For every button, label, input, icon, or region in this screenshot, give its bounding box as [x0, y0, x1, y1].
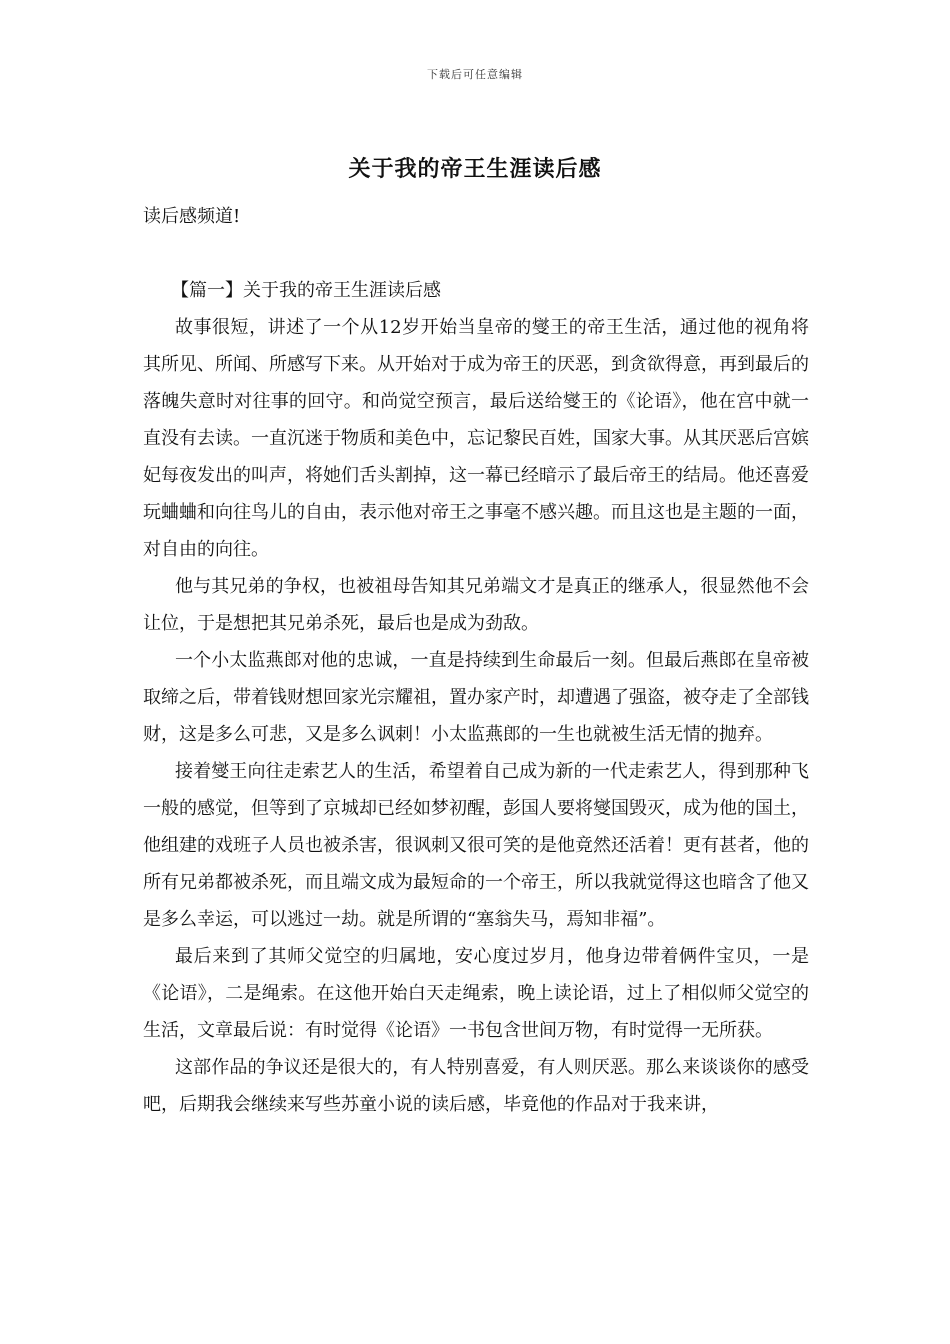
paragraph-1: 故事很短，讲述了一个从12岁开始当皇帝的燮王的帝王生活，通过他的视角将其所见、所闻、所感写下来。从开始对于成为帝王的厌恶，到贪欲得意，再到最后的落魄失意时对往事的回守。和尚觉空预言，最后送给燮王的《论语》，他在宫中就一直没有去读。一直沉迷于物质和美色中，忘记黎民百姓，国家大事。从其厌恶后宫嫔妃每夜发出的叫声，将她们舌头割掉，这一幕已经暗示了最后帝王的结局。他还喜爱玩蛐蛐和向往鸟儿的自由，表示他对帝王之事毫不感兴趣。而且这也是主题的一面，对自由的向往。	[143, 317, 809, 560]
paragraph-4: 接着燮王向往走索艺人的生活，希望着自己成为新的一代走索艺人，得到那种飞一般的感觉，但等到了京城却已经如梦初醒，彭国人要将燮国毁灭，成为他的国土，他组建的戏班子人员也被杀害，很讽刺又很可笑的是他竟然还活着！更有甚者，他的所有兄弟都被杀死，而且端文成为最短命的一个帝王，所以我就觉得这也暗含了他又是多么幸运，可以逃过一劫。就是所谓的“塞翁失马，焉知非福”。	[143, 761, 809, 930]
header-note: 下载后可任意编辑	[427, 68, 523, 81]
paragraph-3: 一个小太监燕郎对他的忠诚，一直是持续到生命最后一刻。但最后燕郎在皇帝被取缔之后，带着钱财想回家光宗耀祖，置办家产时，却遭遇了强盗，被夺走了全部钱财，这是多么可悲，又是多么讽刺！小太监燕郎的一生也就被生活无情的抛弃。	[143, 650, 809, 745]
paragraph-2: 他与其兄弟的争权，也被祖母告知其兄弟端文才是真正的继承人，很显然他不会让位，于是想把其兄弟杀死，最后也是成为劲敌。	[143, 576, 809, 634]
section-heading: 【篇一】关于我的帝王生涯读后感	[171, 280, 441, 301]
document-body	[143, 198, 809, 1123]
paragraph-6: 这部作品的争议还是很大的，有人特别喜爱，有人则厌恶。那么来谈谈你的感受吧，后期我会继续来写些苏童小说的读后感，毕竟他的作品对于我来讲，	[143, 1057, 809, 1115]
document-title: 关于我的帝王生涯读后感	[348, 156, 602, 182]
intro-text: 读后感频道!	[143, 206, 241, 227]
paragraph-5: 最后来到了其师父觉空的归属地，安心度过岁月，他身边带着俩件宝贝，一是《论语》，二是绳索。在这他开始白天走绳索，晚上读论语，过上了相似师父觉空的生活，文章最后说：有时觉得《论语》一书包含世间万物，有时觉得一无所获。	[143, 946, 809, 1041]
blank-line	[143, 235, 809, 272]
